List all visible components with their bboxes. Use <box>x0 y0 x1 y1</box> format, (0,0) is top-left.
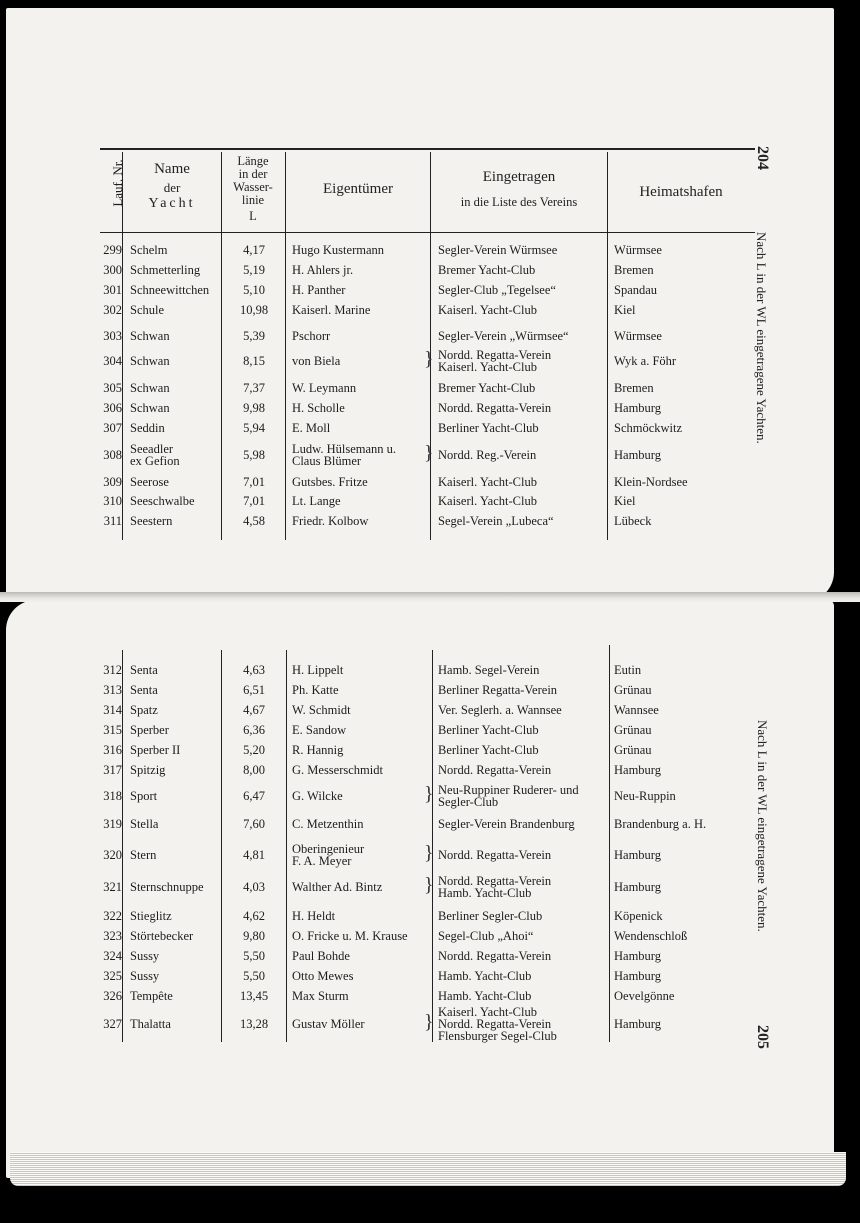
home-port: Wyk a. Föhr <box>614 354 677 368</box>
table-row <box>0 818 860 838</box>
home-port: Spandau <box>614 283 658 297</box>
row-number: 312 <box>103 663 122 677</box>
club-name-line2: Kaiserl. Yacht-Club <box>438 360 537 374</box>
home-port: Hamburg <box>614 401 661 415</box>
waterline-length: 4,63 <box>243 663 265 677</box>
header-name <box>124 162 220 212</box>
waterline-length: 6,51 <box>243 683 265 697</box>
yacht-name: Schwan <box>130 354 170 368</box>
club-name: Nordd. Regatta-Verein <box>438 348 552 362</box>
table-row <box>0 910 860 930</box>
brace-mark: } <box>424 442 434 464</box>
waterline-length: 9,80 <box>243 929 265 943</box>
table-row <box>0 264 860 284</box>
club-name-line3: Flensburger Segel-Club <box>438 1029 557 1043</box>
row-number: 313 <box>103 683 122 697</box>
header-length <box>222 155 284 223</box>
home-port: Grünau <box>614 743 652 757</box>
yacht-name: Senta <box>130 663 158 677</box>
waterline-length: 4,17 <box>243 243 265 257</box>
table-row <box>0 684 860 704</box>
club-name: Segler-Verein Brandenburg <box>438 817 575 831</box>
table-row <box>0 1005 860 1043</box>
table-row <box>0 842 860 869</box>
home-port: Wendenschloß <box>614 929 688 943</box>
table-row <box>0 476 860 496</box>
home-port: Würmsee <box>614 329 662 343</box>
row-number: 308 <box>103 448 122 462</box>
yacht-name: Spatz <box>130 703 158 717</box>
row-number: 302 <box>103 303 122 317</box>
yacht-name: Schwan <box>130 401 170 415</box>
waterline-length: 5,94 <box>243 421 265 435</box>
owner-name: Hugo Kustermann <box>292 243 384 257</box>
waterline-length: 5,50 <box>243 949 265 963</box>
club-name: Kaiserl. Yacht-Club <box>438 494 537 508</box>
yacht-name: Sperber II <box>130 743 181 757</box>
waterline-length: 4,62 <box>243 909 265 923</box>
club-name: Berliner Regatta-Verein <box>438 683 558 697</box>
home-port: Grünau <box>614 683 652 697</box>
row-number: 324 <box>103 949 122 963</box>
home-port: Oevelgönne <box>614 989 675 1003</box>
club-name-line2: Hamb. Yacht-Club <box>438 886 532 900</box>
row-number: 303 <box>103 329 122 343</box>
club-name-line2: Nordd. Regatta-Verein <box>438 1017 552 1031</box>
table-row <box>0 284 860 304</box>
header-length-line: L <box>249 208 257 223</box>
home-port: Bremen <box>614 381 654 395</box>
owner-name-line2: Claus Blümer <box>292 454 362 468</box>
club-name: Ver. Seglerh. a. Wannsee <box>438 703 562 717</box>
yacht-name: Sternschnuppe <box>130 880 204 894</box>
home-port: Grünau <box>614 723 652 737</box>
waterline-length: 8,15 <box>243 354 265 368</box>
table-row <box>0 422 860 442</box>
yacht-name: Tempête <box>130 989 173 1003</box>
yacht-name: Seeschwalbe <box>130 494 195 508</box>
row-number: 326 <box>103 989 122 1003</box>
row-number: 299 <box>103 243 122 257</box>
table-row <box>0 874 860 901</box>
owner-name-line2: F. A. Meyer <box>292 854 352 868</box>
owner-name: von Biela <box>292 354 341 368</box>
row-number: 315 <box>103 723 122 737</box>
club-name: Hamb. Yacht-Club <box>438 989 532 1003</box>
owner-name: Max Sturm <box>292 989 349 1003</box>
waterline-length: 5,39 <box>243 329 265 343</box>
club-name: Berliner Segler-Club <box>438 909 543 923</box>
owner-name: Kaiserl. Marine <box>292 303 371 317</box>
club-name: Kaiserl. Yacht-Club <box>438 475 537 489</box>
row-number: 307 <box>103 421 122 435</box>
yacht-name: Senta <box>130 683 158 697</box>
club-name: Bremer Yacht-Club <box>438 381 536 395</box>
yacht-name: Sperber <box>130 723 169 737</box>
row-number: 301 <box>103 283 122 297</box>
header-name-line: der <box>163 179 181 195</box>
club-name: Nordd. Regatta-Verein <box>438 949 552 963</box>
club-name: Berliner Yacht-Club <box>438 743 539 757</box>
yacht-name: Schwan <box>130 329 170 343</box>
header-top-rule <box>100 148 755 150</box>
home-port: Hamburg <box>614 880 661 894</box>
owner-name: Otto Mewes <box>292 969 354 983</box>
waterline-length: 5,20 <box>243 743 265 757</box>
home-port: Wannsee <box>614 703 659 717</box>
row-number: 320 <box>103 848 122 862</box>
club-name: Segel-Club „Ahoi“ <box>438 929 534 943</box>
table-row <box>0 442 860 469</box>
header-nr: Lauf. Nr. <box>110 159 125 207</box>
owner-name: Pschorr <box>292 329 331 343</box>
home-port: Würmsee <box>614 243 662 257</box>
yacht-name: Sport <box>130 789 158 803</box>
header-name-line: Yacht <box>148 196 196 212</box>
table-row <box>0 495 860 515</box>
waterline-length: 4,81 <box>243 848 265 862</box>
waterline-length: 7,37 <box>243 381 265 395</box>
club-name: Segler-Verein Würmsee <box>438 243 558 257</box>
home-port: Schmöckwitz <box>614 421 683 435</box>
home-port: Köpenick <box>614 909 663 923</box>
header-name-line: Name <box>154 161 190 177</box>
row-number: 314 <box>103 703 122 717</box>
owner-name: Ludw. Hülsemann u. <box>292 442 397 456</box>
club-name: Kaiserl. Yacht-Club <box>438 1005 537 1019</box>
table-row <box>0 348 860 375</box>
owner-name: Lt. Lange <box>292 494 341 508</box>
table-row <box>0 930 860 950</box>
owner-name: Gustav Möller <box>292 1017 365 1031</box>
header-owner: Eigentümer <box>323 181 393 197</box>
waterline-length: 7,60 <box>243 817 265 831</box>
running-title: Nach L in der WL eingetragene Yachten. <box>754 232 769 444</box>
waterline-length: 4,58 <box>243 514 265 528</box>
row-number: 325 <box>103 969 122 983</box>
table-row <box>0 724 860 744</box>
row-number: 304 <box>103 354 122 368</box>
waterline-length: 13,45 <box>239 989 269 1003</box>
waterline-length: 8,00 <box>243 763 265 777</box>
owner-name: E. Moll <box>292 421 331 435</box>
owner-name: Oberingenieur <box>292 842 365 856</box>
row-number: 300 <box>103 263 122 277</box>
yacht-name: Seerose <box>130 475 169 489</box>
header-length-line: Länge <box>237 154 269 168</box>
club-name: Nordd. Regatta-Verein <box>438 874 552 888</box>
row-number: 322 <box>103 909 122 923</box>
home-port: Hamburg <box>614 848 661 862</box>
table-row <box>0 330 860 350</box>
waterline-length: 5,19 <box>243 263 265 277</box>
waterline-length: 6,47 <box>243 789 265 803</box>
yacht-name: Seestern <box>130 514 173 528</box>
club-name: Berliner Yacht-Club <box>438 723 539 737</box>
home-port: Hamburg <box>614 763 661 777</box>
table-row <box>0 382 860 402</box>
owner-name: H. Lippelt <box>292 663 344 677</box>
row-number: 319 <box>103 817 122 831</box>
page-edges <box>10 1152 846 1186</box>
header-bottom-rule <box>100 232 755 233</box>
club-name: Neu-Ruppiner Ruderer- und <box>438 783 579 797</box>
row-number: 311 <box>103 514 122 528</box>
table-row <box>0 704 860 724</box>
home-port: Hamburg <box>614 949 661 963</box>
owner-name: Gutsbes. Fritze <box>292 475 368 489</box>
owner-name: R. Hannig <box>292 743 344 757</box>
home-port: Kiel <box>614 303 636 317</box>
yacht-name: Schmetterling <box>130 263 201 277</box>
waterline-length: 5,50 <box>243 969 265 983</box>
brace-mark: } <box>424 874 434 896</box>
row-number: 318 <box>103 789 122 803</box>
club-name: Kaiserl. Yacht-Club <box>438 303 537 317</box>
owner-name: G. Wilcke <box>292 789 343 803</box>
brace-mark: } <box>424 348 434 370</box>
home-port: Hamburg <box>614 448 661 462</box>
table-row <box>0 664 860 684</box>
club-name: Segler-Club „Tegelsee“ <box>438 283 556 297</box>
club-name: Bremer Yacht-Club <box>438 263 536 277</box>
owner-name: E. Sandow <box>292 723 347 737</box>
waterline-length: 5,98 <box>243 448 265 462</box>
yacht-name: Schneewittchen <box>130 283 210 297</box>
row-number: 323 <box>103 929 122 943</box>
table-row <box>0 402 860 422</box>
home-port: Brandenburg a. H. <box>614 817 707 831</box>
yacht-name: Seeadler <box>130 442 174 456</box>
row-number: 317 <box>103 763 122 777</box>
brace-mark: } <box>424 783 434 805</box>
header-club-line: in die Liste des Vereins <box>460 194 578 209</box>
brace-mark: } <box>424 1011 434 1033</box>
waterline-length: 5,10 <box>243 283 265 297</box>
table-row <box>0 515 860 535</box>
yacht-name: Schule <box>130 303 165 317</box>
owner-name: Ph. Katte <box>292 683 339 697</box>
owner-name: G. Messerschmidt <box>292 763 383 777</box>
header-port: Heimatshafen <box>639 184 723 200</box>
yacht-name-line2: ex Gefion <box>130 454 180 468</box>
header-length-line: in der <box>238 167 268 182</box>
table-row <box>0 783 860 810</box>
brace-mark: } <box>424 842 434 864</box>
row-number: 321 <box>103 880 122 894</box>
table-row <box>0 764 860 784</box>
owner-name: H. Ahlers jr. <box>292 263 354 277</box>
yacht-name: Sussy <box>130 949 160 963</box>
owner-name: Paul Bohde <box>292 949 350 963</box>
header-length-line: Wasser- <box>233 180 273 195</box>
owner-name: H. Panther <box>292 283 346 297</box>
row-number: 309 <box>103 475 122 489</box>
header-length-line: linie <box>241 193 265 208</box>
club-name: Segel-Verein „Lubeca“ <box>438 514 554 528</box>
club-name: Nordd. Regatta-Verein <box>438 763 552 777</box>
waterline-length: 9,98 <box>243 401 265 415</box>
table-row <box>0 990 860 1010</box>
home-port: Kiel <box>614 494 636 508</box>
owner-name: Walther Ad. Bintz <box>292 880 383 894</box>
home-port: Lübeck <box>614 514 652 528</box>
waterline-length: 4,03 <box>243 880 265 894</box>
waterline-length: 6,36 <box>243 723 265 737</box>
table-row <box>0 744 860 764</box>
owner-name: H. Scholle <box>292 401 345 415</box>
table-row <box>0 970 860 990</box>
row-number: 306 <box>103 401 122 415</box>
page-number: 204 <box>754 146 771 170</box>
club-name: Nordd. Regatta-Verein <box>438 848 552 862</box>
waterline-length: 13,28 <box>239 1017 269 1031</box>
yacht-name: Störtebecker <box>130 929 194 943</box>
table-row <box>0 244 860 264</box>
waterline-length: 7,01 <box>243 475 265 489</box>
page-number: 205 <box>754 1025 771 1049</box>
owner-name: W. Leymann <box>292 381 357 395</box>
club-name: Nordd. Regatta-Verein <box>438 401 552 415</box>
home-port: Bremen <box>614 263 654 277</box>
owner-name: H. Heldt <box>292 909 336 923</box>
yacht-name: Sussy <box>130 969 160 983</box>
club-name: Nordd. Reg.-Verein <box>438 448 537 462</box>
home-port: Eutin <box>614 663 642 677</box>
waterline-length: 4,67 <box>243 703 265 717</box>
home-port: Neu-Ruppin <box>614 789 676 803</box>
home-port: Hamburg <box>614 1017 661 1031</box>
home-port: Hamburg <box>614 969 661 983</box>
row-number: 310 <box>103 494 122 508</box>
yacht-name: Seddin <box>130 421 165 435</box>
home-port: Klein-Nordsee <box>614 475 688 489</box>
table-row <box>0 950 860 970</box>
owner-name: W. Schmidt <box>292 703 351 717</box>
club-name: Hamb. Segel-Verein <box>438 663 540 677</box>
table-row <box>0 304 860 324</box>
yacht-name: Thalatta <box>130 1017 171 1031</box>
club-name: Hamb. Yacht-Club <box>438 969 532 983</box>
yacht-name: Schwan <box>130 381 170 395</box>
header-club-line: Eingetragen <box>482 169 556 185</box>
book-fold <box>0 592 860 602</box>
yacht-name: Schelm <box>130 243 168 257</box>
yacht-name: Stieglitz <box>130 909 172 923</box>
club-name-line2: Segler-Club <box>438 795 499 809</box>
waterline-length: 7,01 <box>243 494 265 508</box>
yacht-name: Spitzig <box>130 763 166 777</box>
row-number: 305 <box>103 381 122 395</box>
club-name: Segler-Verein „Würmsee“ <box>438 329 569 343</box>
club-name: Berliner Yacht-Club <box>438 421 539 435</box>
yacht-name: Stern <box>130 848 157 862</box>
waterline-length: 10,98 <box>239 303 269 317</box>
row-number: 327 <box>103 1017 122 1031</box>
yacht-name: Stella <box>130 817 159 831</box>
running-title: Nach L in der WL eingetragene Yachten. <box>755 720 770 932</box>
row-number: 316 <box>103 743 122 757</box>
owner-name: Friedr. Kolbow <box>292 514 369 528</box>
owner-name: O. Fricke u. M. Krause <box>292 929 408 943</box>
owner-name: C. Metzenthin <box>292 817 364 831</box>
header-club <box>431 170 607 209</box>
